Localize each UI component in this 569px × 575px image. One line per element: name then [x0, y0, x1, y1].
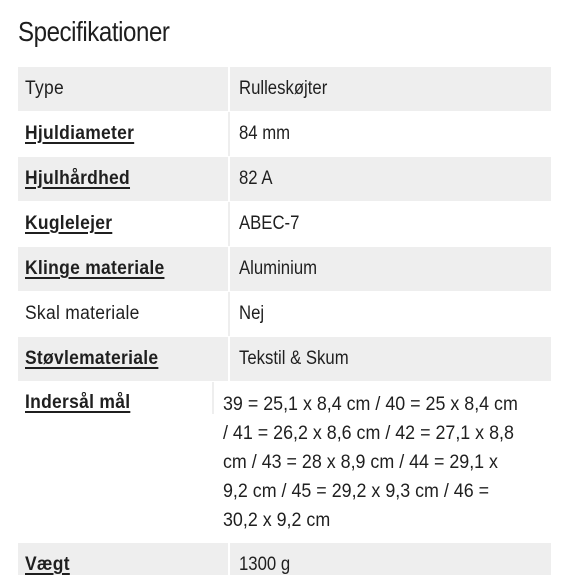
row-label-link-weight[interactable]: Vægt — [18, 543, 230, 575]
row-label-link-wheel-diameter[interactable]: Hjuldiameter — [18, 112, 230, 156]
row-value-bearings: ABEC-7 — [239, 213, 300, 234]
row-value-type: Rulleskøjter — [239, 78, 328, 99]
table-row-weight — [18, 543, 551, 575]
table-row-insole-size — [18, 382, 551, 543]
table-row-blade-material — [18, 247, 551, 292]
row-label-link-bearings[interactable]: Kuglelejer — [18, 202, 230, 246]
row-label-link-insole-size[interactable]: Indersål mål — [18, 382, 214, 414]
row-value-wheel-diameter: 84 mm — [239, 123, 291, 144]
row-label-shell-material: Skal materiale — [18, 292, 230, 336]
row-value-blade-material: Aluminium — [239, 258, 318, 279]
row-label-link-wheel-hardness[interactable]: Hjulhårdhed — [18, 157, 230, 201]
table-row-boot-material — [18, 337, 551, 382]
row-value-boot-material: Tekstil & Skum — [239, 348, 349, 369]
row-value-insole-size: 39 = 25,1 x 8,4 cm / 40 = 25 x 8,4 cm / 41 = 26,2 x 8,6 cm / 42 = 27,1 x 8,8 cm / 43 = 28 x 8,9 cm / 44 = 29,1 x 9,2 cm / 45 = 29,2 x 9,3 cm / 46 = 30,2 x 9,2 cm — [223, 394, 518, 531]
table-row-type — [18, 67, 551, 112]
row-value-weight: 1300 g — [239, 554, 291, 575]
table-row-bearings — [18, 202, 551, 247]
table-row-wheel-hardness — [18, 157, 551, 202]
row-label-link-blade-material[interactable]: Klinge materiale — [18, 247, 230, 291]
table-row-wheel-diameter — [18, 112, 551, 157]
section-title: Specifikationer — [18, 16, 170, 47]
specifications-table — [18, 67, 551, 575]
row-label-type: Type — [18, 67, 230, 111]
row-value-shell-material: Nej — [239, 303, 265, 324]
row-label-link-boot-material[interactable]: Støvlemateriale — [18, 337, 230, 381]
table-row-shell-material — [18, 292, 551, 337]
row-value-wheel-hardness: 82 A — [239, 168, 273, 189]
